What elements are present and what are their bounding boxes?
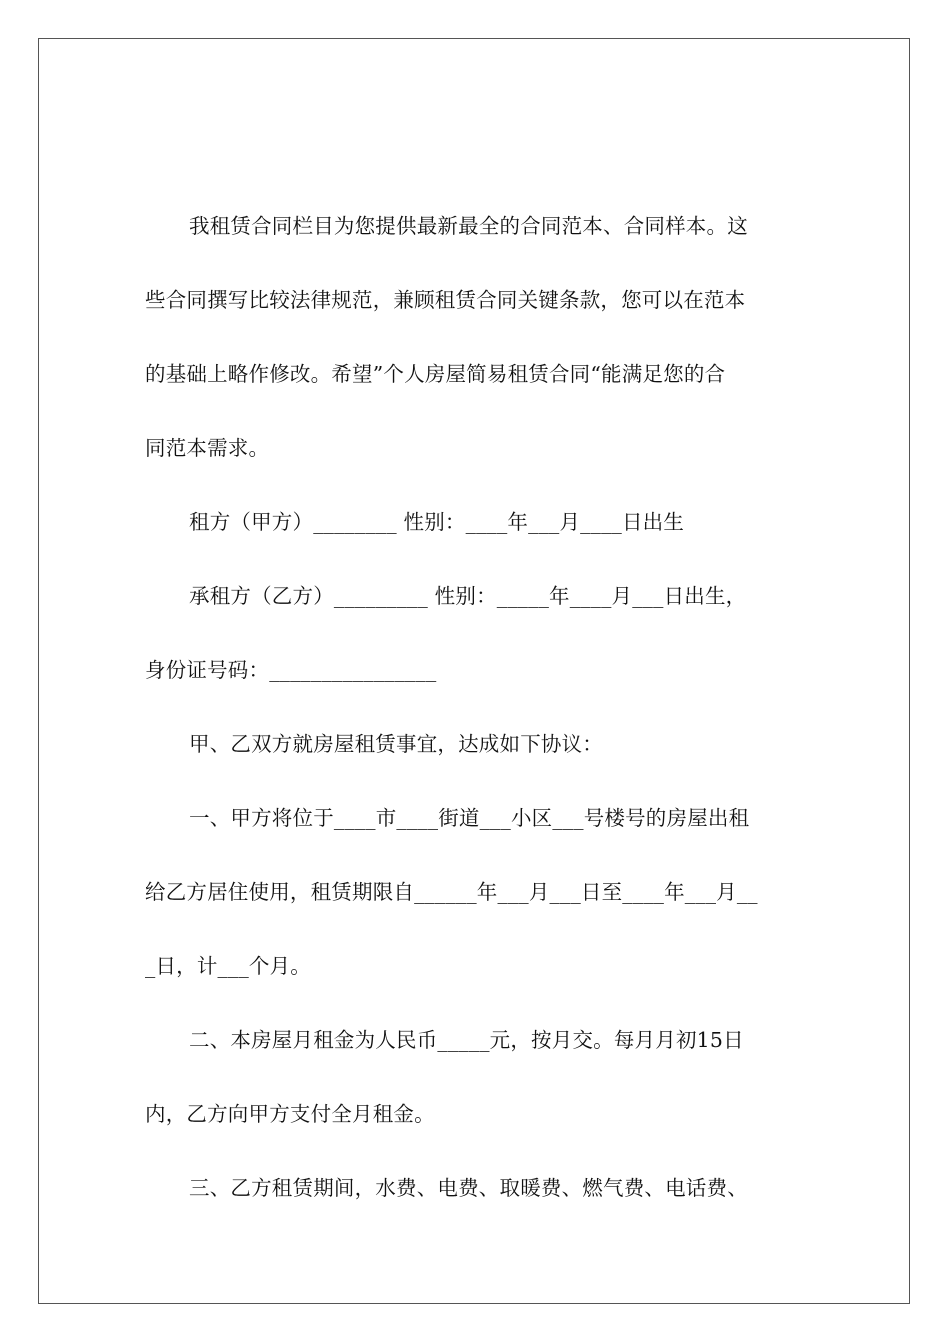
clause-1-line-1: 一、甲方将位于____市____街道___小区___号楼号的房屋出租	[189, 806, 750, 830]
clause-2-line-2: 内，乙方向甲方支付全月租金。	[145, 1102, 435, 1126]
paragraph-intro-line-2: 些合同撰写比较法律规范，兼顾租赁合同关键条款，您可以在范本	[145, 288, 746, 312]
clause-1-line-3: _日，计___个月。	[145, 954, 311, 978]
clause-2-line-1: 二、本房屋月租金为人民币_____元，按月交。每月月初15日	[189, 1028, 744, 1052]
clause-3-line-1: 三、乙方租赁期间，水费、电费、取暖费、燃气费、电话费、	[189, 1176, 748, 1200]
agreement-intro-line: 甲、乙双方就房屋租赁事宜，达成如下协议：	[189, 732, 603, 756]
id-number-line: 身份证号码：________________	[145, 658, 437, 682]
clause-1-line-2: 给乙方居住使用，租赁期限自______年___月___日至____年___月__	[145, 880, 758, 904]
lessor-info-line: 租方（甲方）________ 性别：____年___月____日出生	[189, 510, 685, 534]
paragraph-intro-line-1: 我租赁合同栏目为您提供最新最全的合同范本、合同样本。这	[189, 214, 748, 238]
paragraph-intro-line-3: 的基础上略作修改。希望”个人房屋简易租赁合同“能满足您的合	[145, 362, 726, 386]
paragraph-intro-line-4: 同范本需求。	[145, 436, 270, 460]
lessee-info-line: 承租方（乙方）_________ 性别：_____年____月___日出生，	[189, 584, 747, 608]
